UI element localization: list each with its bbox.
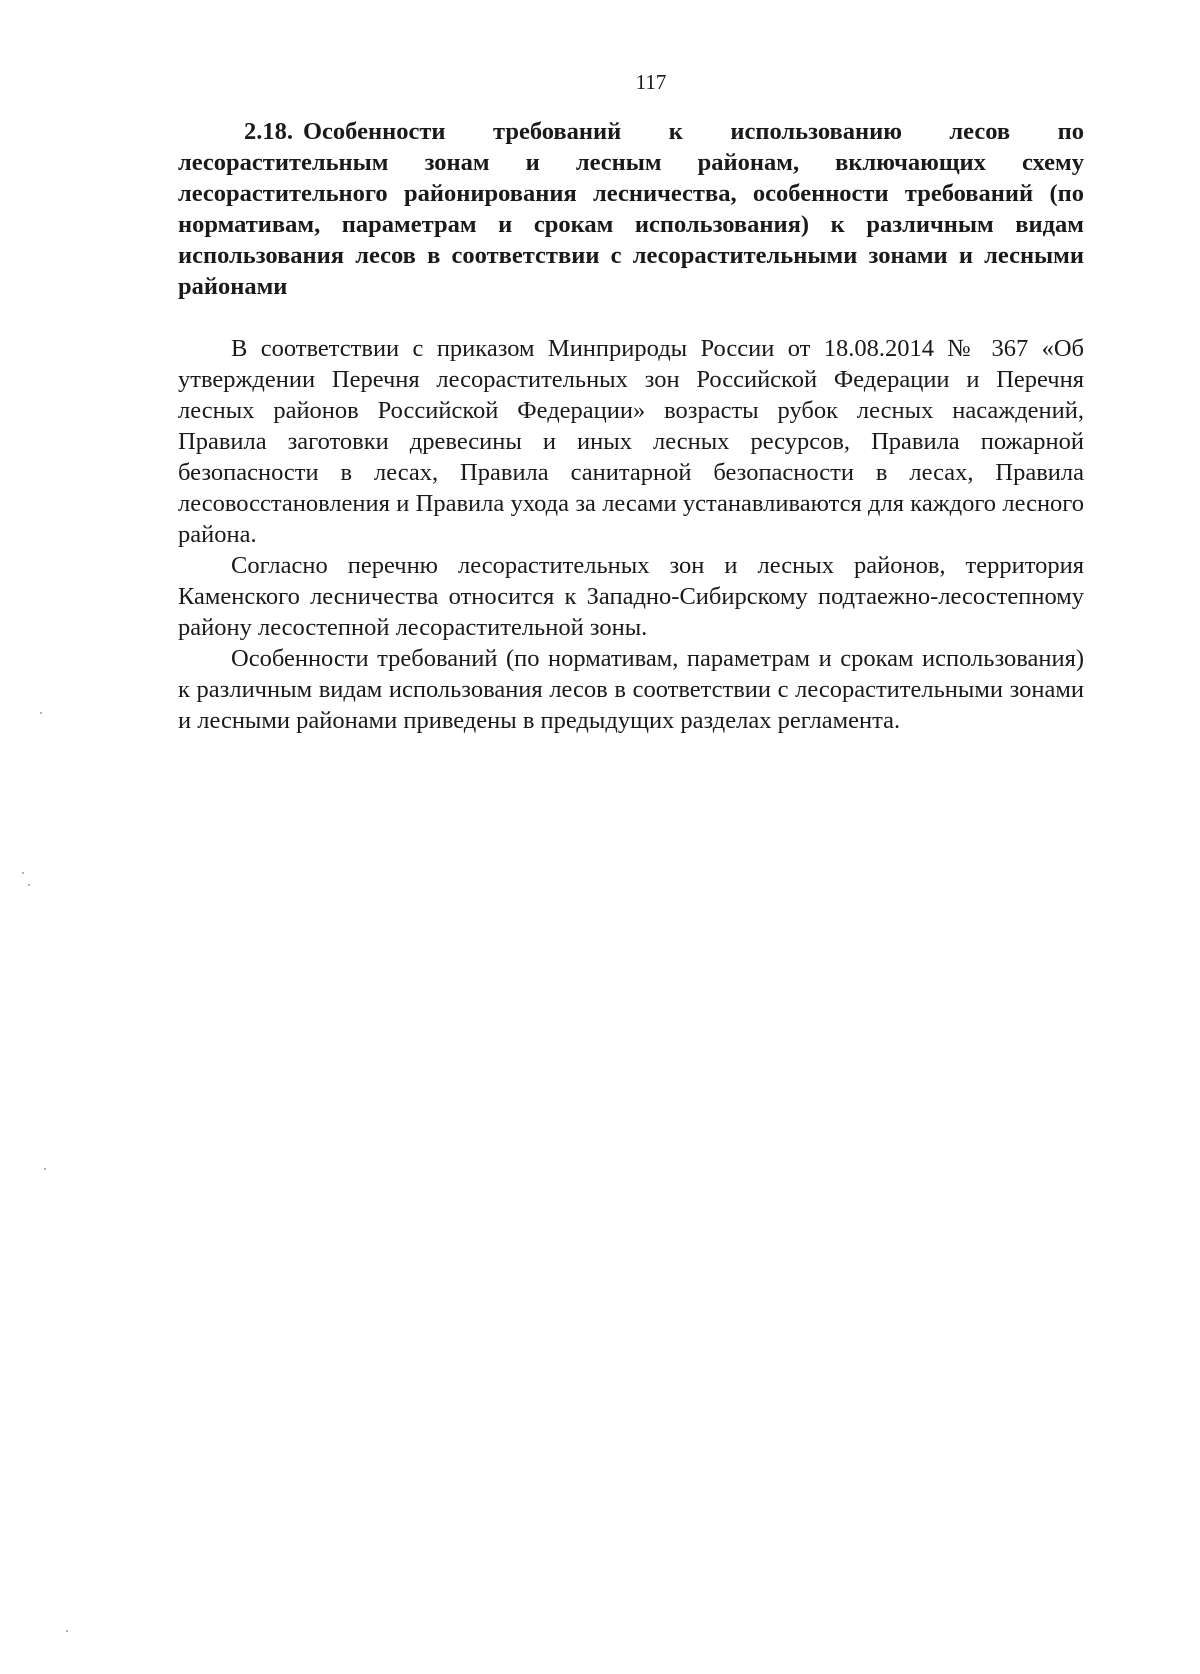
scan-speck [44,1168,46,1170]
scan-speck [40,712,42,714]
scan-speck [28,884,30,886]
body-paragraph-2: Согласно перечню лесорастительных зон и лесных районов, территория Каменского лесничества относится к Западно-Сибирскому подтаежно-лесостепному району лесостепной лесорастительной зоны. [178,552,1084,641]
page-number: 117 [635,70,667,94]
section-heading [178,116,1084,302]
section-number: 2.18. [244,118,293,145]
body-paragraph-1: В соответствии с приказом Минприроды России от 18.08.2014 № 367 «Об утверждении Перечня лесорастительных зон Российской Федерации и Перечня лесных районов Российской Федерации» возрасты рубок лесных насаждений, Правила заготовки древесины и иных лесных ресурсов, Правила пожарной безопасности в лесах, Правила санитарной безопасности в лесах, Правила лесовосстановления и Правила ухода за лесами устанавливаются для каждого лесного района. [178,335,1084,548]
document-page [178,70,1084,736]
scan-speck [66,1630,68,1632]
scan-speck [22,872,24,874]
section-title: Особенности требований к использованию лесов по лесорастительным зонам и лесным районам, включающих схему лесорастительного районирования лесничества, особенности требований (по нормативам, параметрам и срокам использования) к различным видам использования лесов в соответствии с лесорастительными зонами и лесными районами [178,118,1084,300]
body-paragraph-3: Особенности требований (по нормативам, параметрам и срокам использования) к различным видам использования лесов в соответствии с лесорастительными зонами и лесными районами приведены в предыдущих разделах регламента. [178,645,1084,734]
